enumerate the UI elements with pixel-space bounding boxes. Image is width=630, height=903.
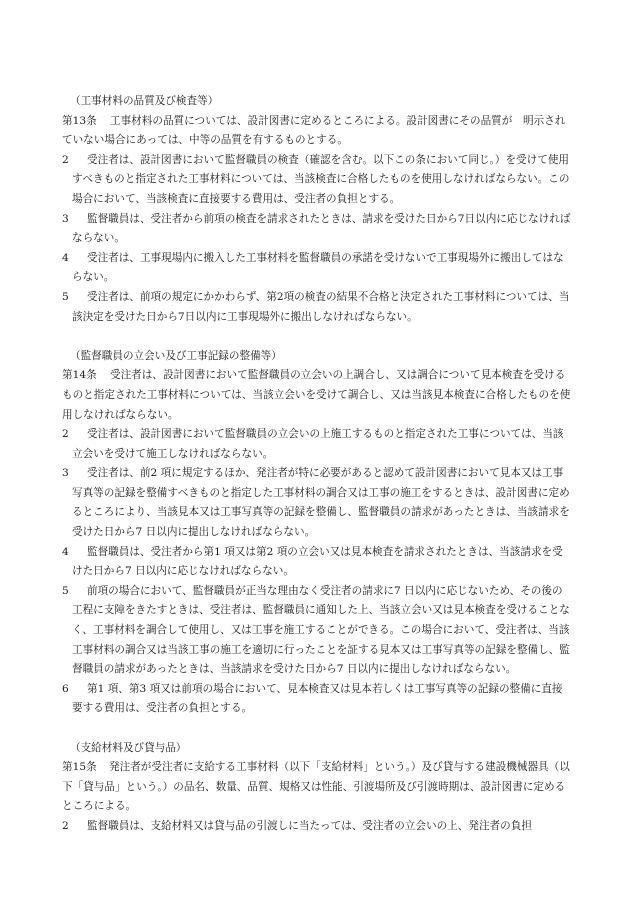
section-13: [62, 92, 572, 327]
article-13: [62, 112, 572, 151]
paragraph-number: 3: [62, 212, 69, 225]
section-heading: （監督職員の立会い及び工事記録の整備等）: [70, 349, 282, 362]
paragraph-number: 3: [62, 467, 69, 480]
paragraph: [62, 151, 572, 210]
paragraph-text: 受注者は、前2 項に規定するほか、発注者が特に必要があると認めて設計図書において見本又は工事写真等の記録を整備すべきものと指定した工事材料の調合又は工事の施工をするときは、設計図書に定めるところにより、当該見本又は工事写真等の記録を整備し、監督職員の請求があったときは、当該請求を受けた日から7 日以内に提出しなければならない。: [72, 467, 570, 539]
paragraph-text: 受注者は、設計図書において監督職員の検査（確認を含む。以下この条において同じ。）を受けて使用すべきものと指定された工事材料については、当該検査に合格したものを使用しなければならない。この場合において、当該検査に直接要する費用は、受注者の負担とする。: [72, 153, 570, 205]
paragraph-text: 監督職員は、受注者から前項の検査を請求されたときは、請求を受けた日から7日以内に応じなければならない。: [72, 212, 571, 245]
article-15: [62, 758, 572, 817]
article-text: 第13条 工事材料の品質については、設計図書に定めるところによる。設計図書にその品質が 明示されていない場合にあっては、中等の品質を有するものとする。: [62, 112, 572, 151]
paragraph-text: 受注者は、設計図書において監督職員の立会いの上施工するものと指定された工事については、当該立会いを受けて施工しなければならない。: [72, 428, 564, 460]
section-gap: [62, 327, 572, 347]
paragraph-text: 受注者は、前項の規定にかかわらず、第2項の検査の結果不合格と決定された工事材料については、当該決定を受けた日から7日以内に工事現場外に搬出しなければならない。: [72, 290, 570, 323]
paragraph-number: 2: [62, 819, 69, 832]
section-heading: （支給材料及び貸与品）: [70, 741, 187, 754]
paragraph-text: 受注者は、工事現場内に搬入した工事材料を監督職員の承諾を受けないで工事現場外に搬出してはならない。: [72, 251, 564, 284]
contract-text-page: [62, 92, 572, 837]
paragraph: [62, 817, 572, 837]
article-number: 第15条: [62, 761, 97, 774]
section-heading: （工事材料の品質及び検査等）: [70, 95, 219, 107]
article-14: [62, 366, 572, 425]
paragraph-number: 6: [62, 682, 69, 695]
paragraph: [62, 543, 572, 582]
paragraph-number: 2: [62, 428, 69, 441]
paragraph: [62, 582, 572, 680]
article-number: 第14条: [62, 369, 97, 382]
paragraph-number: 4: [62, 545, 69, 558]
section-15: [62, 739, 572, 837]
paragraph: [62, 464, 572, 542]
section-gap: [62, 719, 572, 739]
paragraph-number: 4: [62, 251, 69, 264]
paragraph-text: 前項の場合において、監督職員が正当な理由なく受注者の請求に7 日以内に応じないため、その後の工程に支障をきたすときは、受注者は、監督職員に通知した上、当該立会い又は見本検査を受けることなく、工事材料を調合して使用し、又は工事を施工することができる。この場合において、受注者は、当該工事材料の調合又は当該工事の施工を適切に行ったことを証する見本又は工事写真等の記録を整備し、監督職員の請求があったときは、当該請求を受けた日から7 日以内に提出しなければならない。: [72, 584, 570, 676]
paragraph: [62, 249, 572, 288]
section-14: [62, 347, 572, 719]
article-text: 第14条 受注者は、設計図書において監督職員の立会いの上調合し、又は調合について見本検査を受けるものと指定された工事材料については、当該立会いを受けて調合し、又は当該見本検査に合格したものを使用しなければならない。: [62, 366, 572, 425]
paragraph-number: 5: [62, 584, 69, 597]
paragraph: [62, 680, 572, 719]
paragraph-text: 第1 項、第3 項又は前項の場合において、見本検査又は見本若しくは工事写真等の記録の整備に直接要する費用は、受注者の負担とする。: [72, 682, 563, 715]
paragraph-number: 2: [62, 153, 69, 166]
paragraph-number: 5: [62, 290, 69, 303]
article-text: 第15条 発注者が受注者に支給する工事材料（以下「支給材料」という。）及び貸与する建設機械器具（以下「貸与品」という。）の品名、数量、品質、規格又は性能、引渡場所及び引渡時期は、設計図書に定めるところによる。: [62, 758, 572, 817]
paragraph: [62, 288, 572, 327]
paragraph-text: 監督職員は、支給材料又は貸与品の引渡しに当たっては、受注者の立会いの上、発注者の負担: [87, 819, 532, 832]
paragraph-text: 監督職員は、受注者から第1 項又は第2 項の立会い又は見本検査を請求されたときは、当該請求を受けた日から7 日以内に応じなければならない。: [72, 545, 563, 578]
paragraph: [62, 425, 572, 464]
paragraph: [62, 210, 572, 249]
article-number: 第13条: [62, 114, 97, 127]
